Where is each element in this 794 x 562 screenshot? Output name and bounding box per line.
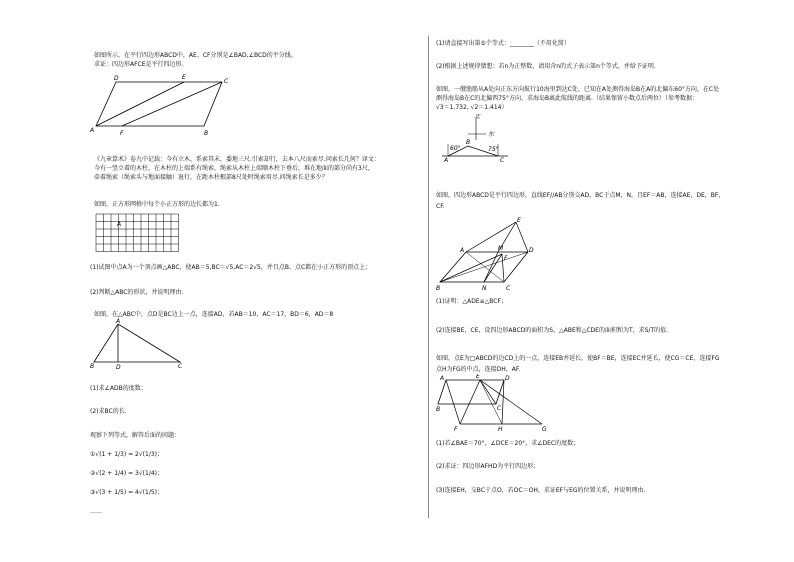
q7-label-n: N: [482, 285, 487, 292]
q3-square-grid: [94, 212, 184, 258]
q3-part2: (2)判断△ABC的形状，并说明理由.: [90, 289, 184, 296]
q7-label-f: F: [504, 255, 508, 262]
q7-text-line2: CF.: [436, 203, 445, 210]
q5-eq2: ②√(2 + 1/4) = 3√(1/4)；: [90, 470, 164, 477]
q8-label-g: G: [542, 426, 547, 432]
q8-text-line2: 点H为FG的中点，连接DH，AF.: [436, 366, 521, 373]
q4-label-d: D: [116, 364, 121, 370]
q8-label-f: F: [454, 426, 458, 432]
q6-label-c: C: [500, 157, 505, 162]
q4-triangle-figure: [90, 318, 190, 370]
q7-part2: (2)连接BE，CE，设四边形ABCD的面积为S，△ABE和△CDE的面积和为T，求S/T的值.: [436, 327, 669, 334]
q6-text-line2: 测得海岛B在C的北偏西75°方向，求海岛B离此航线的距离.（结果保留小数点后两位）（参考数据：: [436, 95, 698, 102]
q4-intro: 如图，在△ABC中，点D是BC边上一点，连接AD，若AB＝10，AC＝17，BD＝6，AD＝8: [94, 311, 334, 318]
q7-label-m: M: [498, 245, 504, 252]
q8-part1: (1)若∠BAE＝70°，∠DCE＝20°，求∠DEC的度数；: [436, 440, 580, 447]
q2-text-line3: 牵着绳索（绳索头与地面接触）退行，在距木柱根部8尺处时绳索用尽.问绳索长是多少？: [94, 174, 328, 181]
q8-label-a: A: [440, 375, 445, 382]
q1-text-line1: 如图所示，在平行四边形ABCD中，AE、CF分别是∠BAD,∠BCD的平分线。: [94, 52, 297, 59]
q8-text-line1: 如图，点E为□ABCD的边CD上的一点，连接EB并延长，使BF＝BE，连接EC并延长，使CG＝CE，连接FG: [436, 355, 720, 362]
q2-text-line2: 今有一竖立着的木柱，在木柱的上端系有绳索，绳索从木柱上端顺木柱下垂后，堆在地面的部分尚有3尺，: [94, 165, 374, 172]
q3-intro: 如图，正方形网格中每个小正方形的边长都为1.: [94, 201, 220, 208]
q6-text-line3: √3＝1.732, √2＝1.414）: [436, 104, 508, 111]
q5-part1: (1)请直接写出第⑤个等式：________（不用化简）: [436, 40, 570, 47]
q1-parallelogram-figure: [88, 70, 238, 138]
q5-eq3: ③√(3 + 1/5) = 4√(1/5)；: [90, 489, 164, 496]
q2-text-line1: 《九章算术》卷九中记载：今有立木，系索其末，委地三尺.引索却行，去本八尺而索尽.问索长几何？译文：: [94, 156, 380, 163]
q7-label-d: D: [529, 247, 534, 254]
q7-label-e: E: [517, 217, 521, 224]
column-divider: [428, 36, 429, 518]
q1-label-a: A: [90, 127, 95, 134]
q5-eq1: ①√(1 + 1/3) = 2√(1/3)；: [90, 451, 164, 458]
q4-label-c: C: [178, 363, 183, 370]
q1-label-e: E: [182, 74, 186, 81]
q5-intro: 观察下列等式，解答后面的问题：: [90, 432, 181, 439]
q6-text-line1: 如图，一艘渔船从A处向正东方向航行10海里到达C处，已知在A处测得海岛B在A的北偏东60°方向，在C处: [436, 86, 720, 93]
q8-part3: (3)连接EH，交BC于点O，若OC＝OH，求证EF与EG的位置关系，并说明理由.: [436, 487, 646, 494]
q8-label-d: D: [505, 375, 510, 382]
q8-label-b: B: [436, 406, 441, 413]
q4-part1: (1)求∠ADB的度数；: [90, 385, 147, 392]
q6-angle2: 75°: [488, 146, 499, 153]
q1-label-d: D: [114, 75, 119, 82]
q6-angle1: 60°: [450, 145, 461, 152]
q4-part2: (2)求BC的长.: [90, 408, 127, 415]
q8-label-h: H: [498, 426, 503, 432]
q6-label-east: 东: [488, 131, 495, 138]
q7-part1: (1)证明：△ADE≌△BCF；: [436, 298, 507, 305]
q8-parallelogram-figure: [436, 374, 548, 432]
q6-navigation-figure: [436, 114, 516, 162]
q7-label-c: C: [506, 285, 511, 292]
q5-part2: (2)根据上述规律猜想：若n为正整数，请用含n的式子表示第n个等式，并给予证明.: [436, 63, 656, 70]
q7-text-line1: 如图，四边形ABCD是平行四边形，直线EF//AB分别交AD，BC于点M，N，且EF＝AB，连接AE，DE，BF，: [436, 192, 725, 199]
q1-label-b: B: [204, 130, 209, 137]
q4-label-a: A: [116, 318, 121, 325]
q7-label-b: B: [436, 285, 441, 292]
q4-label-b: B: [90, 363, 95, 370]
q5-dots: ……: [90, 508, 102, 515]
q8-label-e: E: [476, 374, 480, 380]
q6-label-north: 北: [474, 114, 481, 120]
q6-label-a: A: [444, 157, 449, 162]
q8-label-c: C: [497, 405, 502, 412]
q1-label-c: C: [224, 78, 229, 85]
q3-part1: (1)试图中点A为一个顶点画△ABC，使AB＝5,BC＝√5,AC＝2√5，并且点B、点C都在小正方形的顶点上；: [90, 264, 372, 271]
q7-parallelogram-figure: [436, 214, 536, 292]
q7-label-a: A: [460, 247, 465, 254]
q6-label-b: B: [466, 139, 471, 146]
q3-grid-label-a: A: [117, 221, 122, 228]
q1-text-line2: 求证：四边形AFCE是平行四边形。: [94, 61, 188, 68]
q1-label-f: F: [120, 130, 124, 137]
q8-part2: (2)求证：四边形AFHD为平行四边形；: [436, 463, 540, 470]
